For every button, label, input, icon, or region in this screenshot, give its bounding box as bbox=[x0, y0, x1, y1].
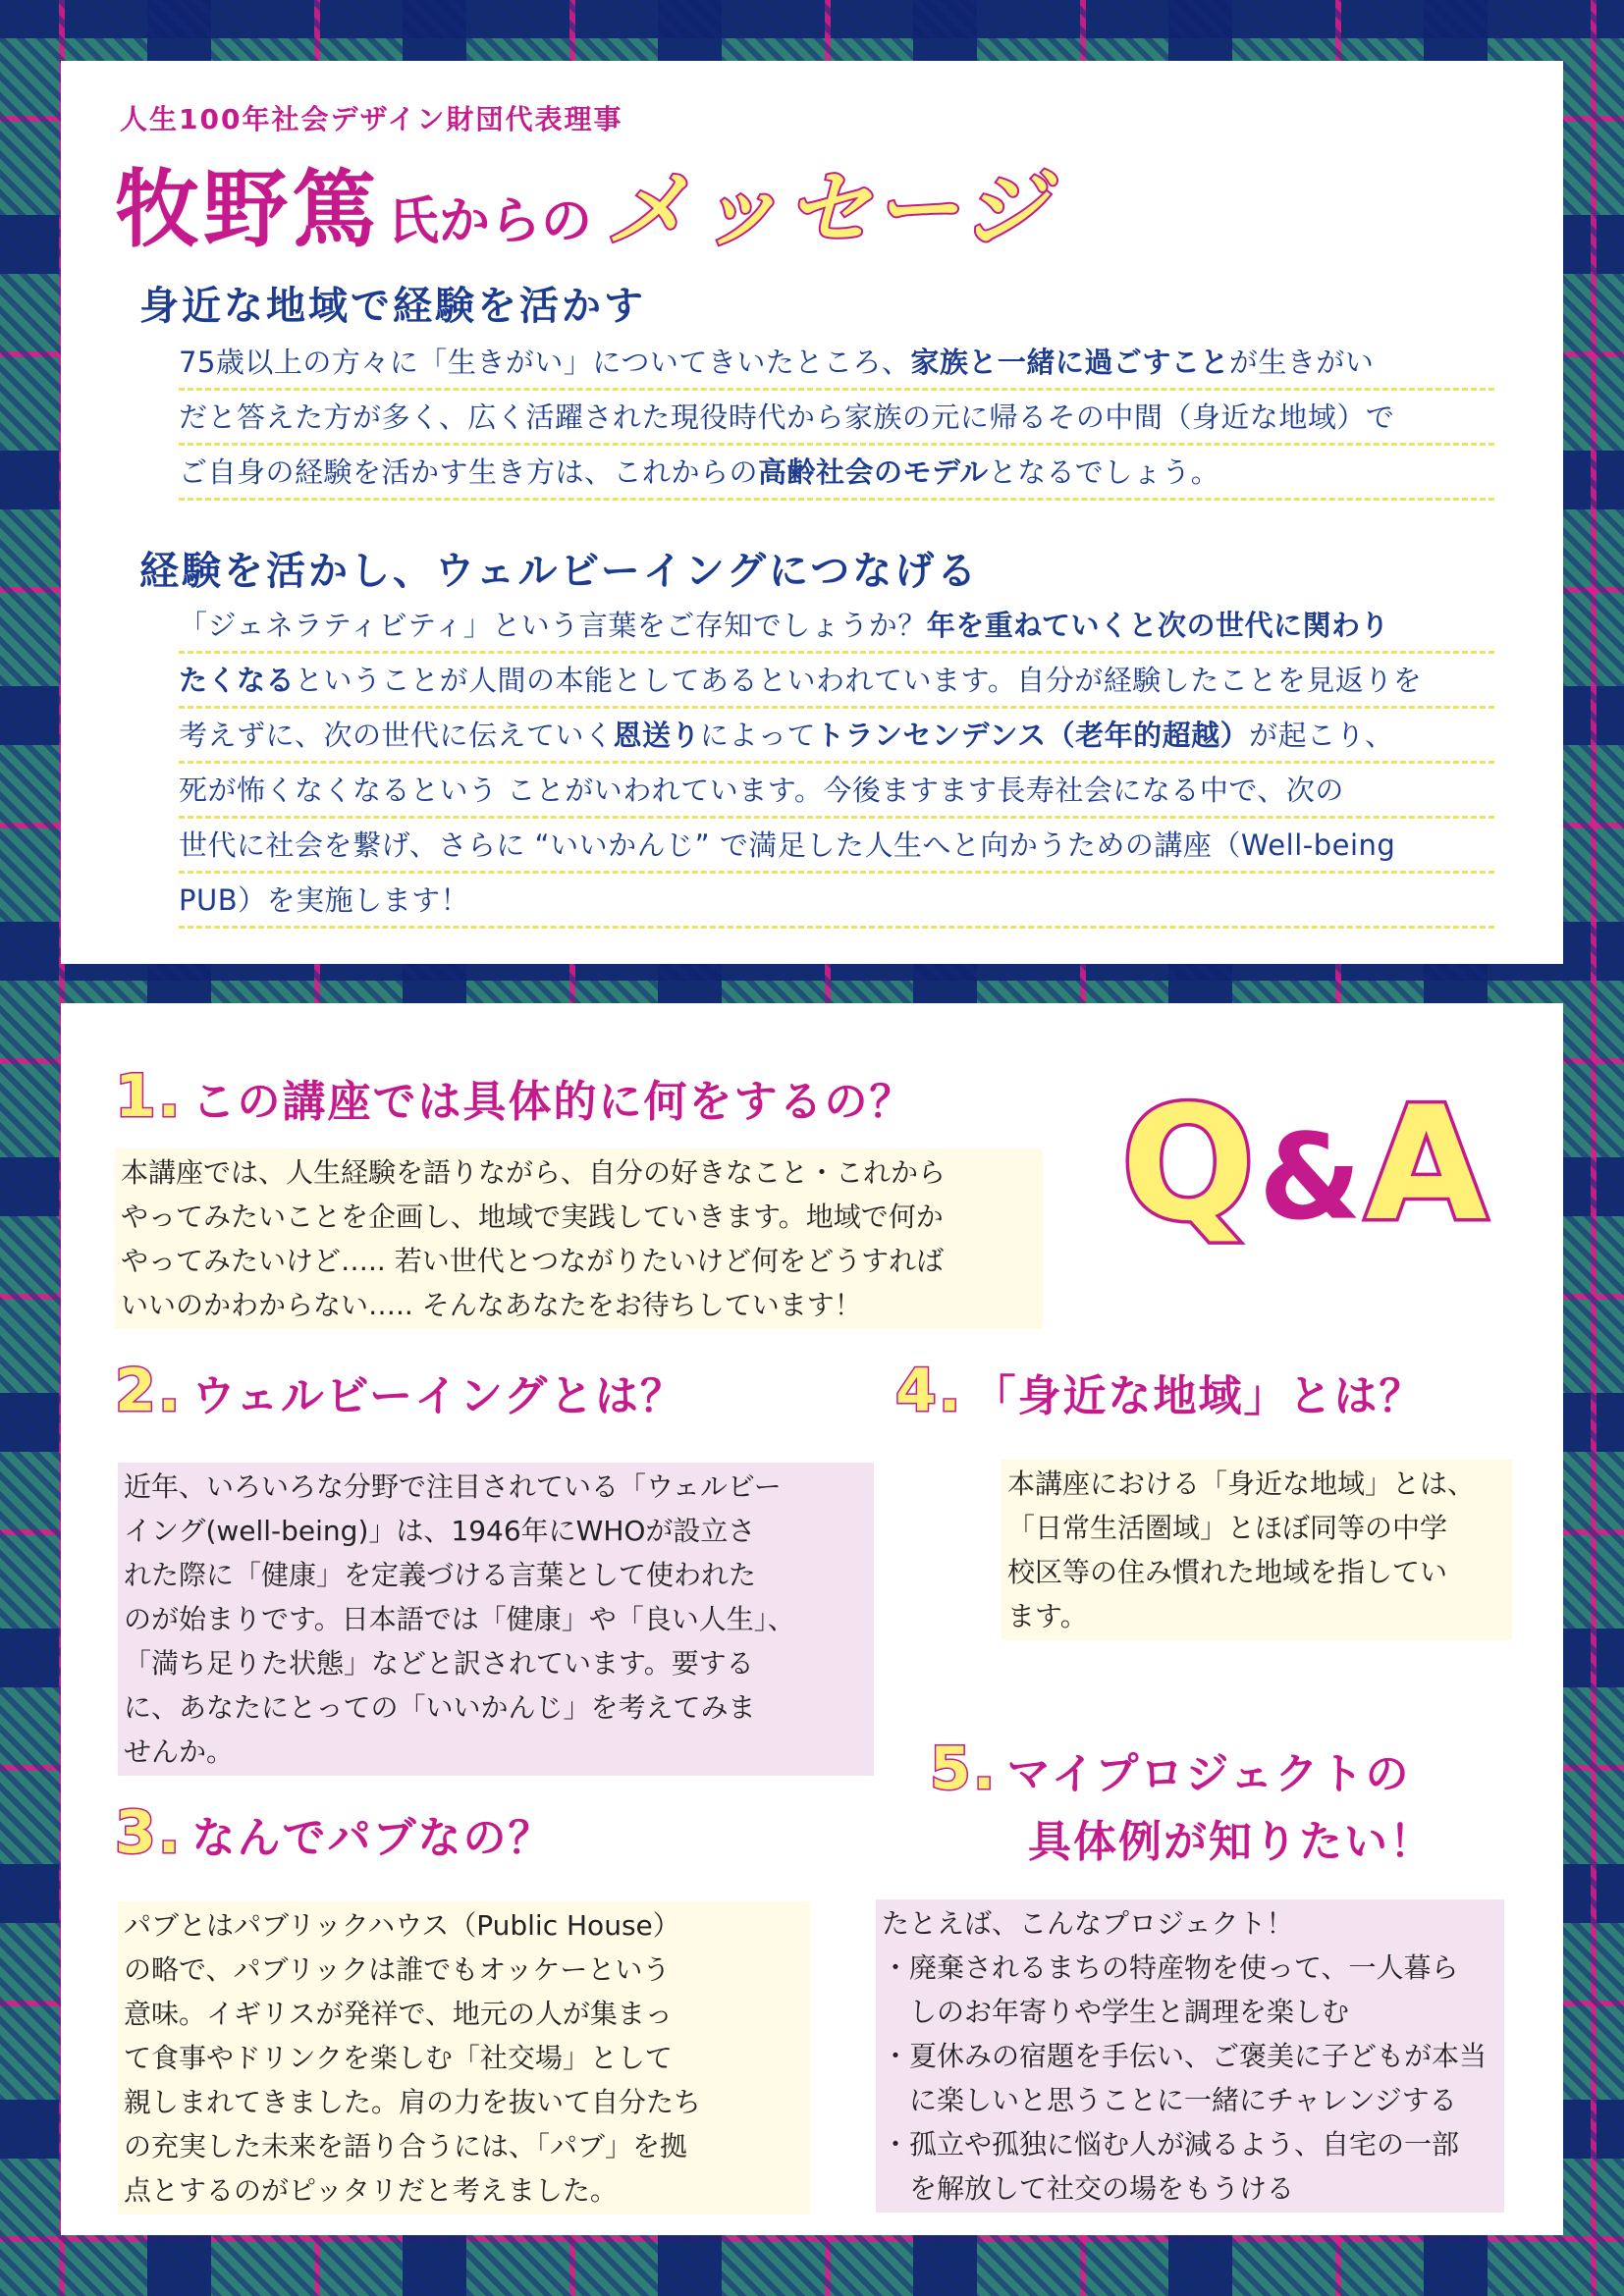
q3-heading: 3. なんでパブなの？ bbox=[115, 1798, 554, 1867]
section1-heading: 身近な地域で経験を活かす bbox=[139, 284, 646, 329]
title-mid: 氏からの bbox=[388, 192, 593, 251]
section2-line: たくなるということが人間の本能としてあるといわれています。自分が経験したことを見返りを bbox=[179, 654, 1494, 709]
section1-line: だと答えた方が多く、広く活躍された現役時代から家族の元に帰るその中間（身近な地域）で bbox=[179, 391, 1494, 446]
q4-answer: 本講座における「身近な地域」とは、 「日常生活圏域」とほぼ同等の中学 校区等の住み慣れた地域を指してい ます。 bbox=[1001, 1460, 1512, 1640]
q5-heading-line2: 具体例が知りたい！ bbox=[1028, 1817, 1435, 1867]
q4-heading: 4. 「身近な地域」とは？ bbox=[895, 1357, 1425, 1425]
section2-line: 考えずに、次の世代に伝えていく恩送りによってトランセンデンス（老年的超越）が起こり、 bbox=[179, 709, 1494, 764]
section2-line: PUB）を実施します！ bbox=[179, 874, 1494, 929]
title-message: メッセージ bbox=[606, 161, 1053, 259]
q2-heading: 2. ウェルビーイングとは？ bbox=[115, 1357, 686, 1425]
qa-logo: Q&A bbox=[1121, 1072, 1491, 1255]
section2-line: 死が怖くなくなるという ことがいわれています。今後ますます長寿社会になる中で、次の bbox=[179, 764, 1494, 819]
subtitle: 人生100年社会デザイン財団代表理事 bbox=[120, 103, 623, 135]
section2-line: 「ジェネラティビティ」という言葉をご存知でしょうか？年を重ねていくと次の世代に関わり bbox=[179, 599, 1494, 654]
qa-panel bbox=[61, 1003, 1563, 2235]
q1-heading: 1. この講座では具体的に何をするの？ bbox=[115, 1062, 915, 1131]
section1-line: 75歳以上の方々に「生きがい」についてきいたところ、家族と一緒に過ごすことが生きがい bbox=[179, 336, 1494, 391]
title-name: 牧野篤 bbox=[115, 161, 380, 259]
q1-answer: 本講座では、人生経験を語りながら、自分の好きなこと・これから やってみたいことを企画し、地域で実践していきます。地域で何か やってみたいけど….. 若い世代とつながりたいけど何をどうすれば いいのかわからない….. そんなあなたをお待ちしています！ bbox=[115, 1148, 1043, 1329]
q2-answer: 近年、いろいろな分野で注目されている「ウェルビー イング(well-being)」は、1946年にWHOが設立さ れた際に「健康」を定義づける言葉として使われた のが始まりです。日本語では「健康」や「良い人生」、 「満ち足りた状態」などと訳されています。要する に、あなたにとっての「いいかんじ」を考えてみま せんか。 bbox=[118, 1463, 874, 1776]
section2-body bbox=[179, 599, 1494, 929]
section2-heading: 経験を活かし、ウェルビーイングにつなげる bbox=[139, 549, 980, 594]
section2-line: 世代に社会を繋げ、さらに “いいかんじ” で満足した人生へと向かうための講座（Well-being bbox=[179, 819, 1494, 874]
q5-heading: 5. マイプロジェクトの bbox=[930, 1735, 1411, 1803]
section1-body bbox=[179, 336, 1494, 501]
q5-answer: たとえば、こんなプロジェクト！ ・廃棄されるまちの特産物を使って、一人暮ら しのお年寄りや学生と調理を楽しむ ・夏休みの宿題を手伝い、ご褒美に子どもが本当 に楽しいと思うことに一緒にチャレンジする ・孤立や孤独に悩む人が減るよう、自宅の一部 を解放して社交の場をもうける bbox=[876, 1899, 1504, 2213]
q3-answer: パブとはパブリックハウス（Public House） の略で、パブリックは誰でもオッケーという 意味。イギリスが発祥で、地元の人が集まっ て食事やドリンクを楽しむ「社交場」として 親しまれてきました。肩の力を抜いて自分たち の充実した未来を語り合うには、「パブ」を拠 点とするのがピッタリだと考えました。 bbox=[118, 1901, 810, 2215]
page-title bbox=[115, 141, 1053, 263]
message-panel bbox=[61, 61, 1563, 964]
section1-line: ご自身の経験を活かす生き方は、これからの高齢社会のモデルとなるでしょう。 bbox=[179, 446, 1494, 501]
